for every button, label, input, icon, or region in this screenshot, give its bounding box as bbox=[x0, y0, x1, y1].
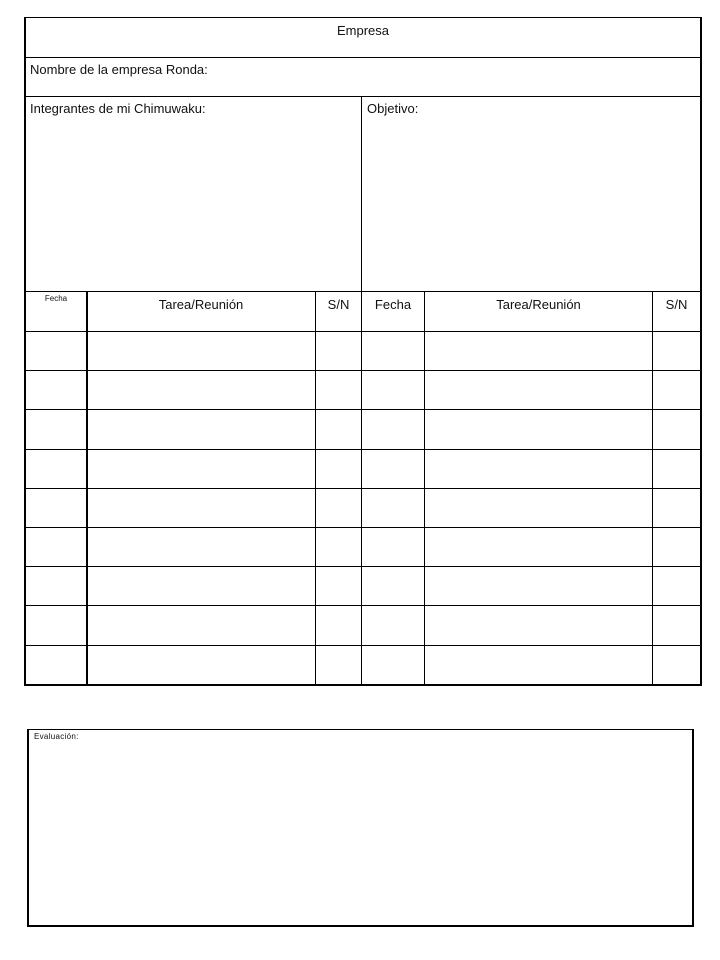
left-task-cell[interactable] bbox=[88, 528, 315, 566]
members-objective-divider bbox=[361, 96, 362, 292]
right-col-sn: S/N bbox=[665, 297, 688, 312]
left-sn-cell[interactable] bbox=[316, 567, 361, 605]
left-col-date: Fecha bbox=[44, 294, 68, 303]
left-task-cell[interactable] bbox=[88, 371, 315, 409]
right-date-cell[interactable] bbox=[362, 528, 424, 566]
left-task-cell[interactable] bbox=[88, 410, 315, 449]
right-task-cell[interactable] bbox=[425, 567, 652, 605]
left-task-cell[interactable] bbox=[88, 450, 315, 488]
left-sn-cell[interactable] bbox=[316, 646, 361, 684]
right-task-cell[interactable] bbox=[425, 371, 652, 409]
left-date-cell[interactable] bbox=[26, 528, 86, 566]
left-col-sn: S/N bbox=[327, 297, 350, 312]
right-date-cell[interactable] bbox=[362, 606, 424, 645]
left-date-cell[interactable] bbox=[26, 450, 86, 488]
right-date-cell[interactable] bbox=[362, 567, 424, 605]
right-sn-cell[interactable] bbox=[653, 332, 700, 370]
company-divider bbox=[24, 96, 702, 97]
left-date-cell[interactable] bbox=[26, 567, 86, 605]
left-sn-cell[interactable] bbox=[316, 489, 361, 527]
right-task-cell[interactable] bbox=[425, 410, 652, 449]
form-border-right bbox=[700, 17, 702, 685]
right-task-cell[interactable] bbox=[425, 450, 652, 488]
left-sn-cell[interactable] bbox=[316, 371, 361, 409]
left-date-cell[interactable] bbox=[26, 332, 86, 370]
right-date-cell[interactable] bbox=[362, 371, 424, 409]
right-task-cell[interactable] bbox=[425, 489, 652, 527]
right-sn-cell[interactable] bbox=[653, 450, 700, 488]
left-task-cell[interactable] bbox=[88, 646, 315, 684]
right-sn-cell[interactable] bbox=[653, 567, 700, 605]
right-date-cell[interactable] bbox=[362, 646, 424, 684]
right-sn-cell[interactable] bbox=[653, 606, 700, 645]
company-name-field[interactable]: Nombre de la empresa Ronda: bbox=[30, 62, 208, 77]
members-field[interactable]: Integrantes de mi Chimuwaku: bbox=[30, 101, 206, 116]
left-date-cell[interactable] bbox=[26, 646, 86, 684]
left-task-cell[interactable] bbox=[88, 489, 315, 527]
left-task-cell[interactable] bbox=[88, 606, 315, 645]
grid-bottom-border bbox=[24, 684, 702, 686]
right-task-cell[interactable] bbox=[425, 646, 652, 684]
left-sn-cell[interactable] bbox=[316, 450, 361, 488]
left-sn-cell[interactable] bbox=[316, 528, 361, 566]
right-sn-cell[interactable] bbox=[653, 489, 700, 527]
right-date-cell[interactable] bbox=[362, 450, 424, 488]
left-sn-cell[interactable] bbox=[316, 410, 361, 449]
objective-field[interactable]: Objetivo: bbox=[367, 101, 419, 116]
boxes-bottom-divider bbox=[24, 291, 702, 292]
right-task-cell[interactable] bbox=[425, 332, 652, 370]
left-sn-cell[interactable] bbox=[316, 606, 361, 645]
right-col-task: Tarea/Reunión bbox=[496, 297, 581, 312]
left-task-cell[interactable] bbox=[88, 332, 315, 370]
right-col-date: Fecha bbox=[374, 297, 412, 312]
left-date-cell[interactable] bbox=[26, 489, 86, 527]
right-sn-cell[interactable] bbox=[653, 371, 700, 409]
right-task-cell[interactable] bbox=[425, 528, 652, 566]
right-sn-cell[interactable] bbox=[653, 646, 700, 684]
right-date-cell[interactable] bbox=[362, 489, 424, 527]
left-date-cell[interactable] bbox=[26, 606, 86, 645]
left-date-cell[interactable] bbox=[26, 371, 86, 409]
right-sn-cell[interactable] bbox=[653, 410, 700, 449]
right-date-cell[interactable] bbox=[362, 410, 424, 449]
right-sn-cell[interactable] bbox=[653, 528, 700, 566]
left-task-cell[interactable] bbox=[88, 567, 315, 605]
form-border-top bbox=[24, 17, 702, 18]
left-col-task: Tarea/Reunión bbox=[158, 297, 244, 312]
evaluation-label: Evaluación: bbox=[34, 732, 79, 741]
title-divider bbox=[24, 57, 702, 58]
form-title: Empresa bbox=[336, 23, 390, 38]
left-date-cell[interactable] bbox=[26, 410, 86, 449]
left-sn-cell[interactable] bbox=[316, 332, 361, 370]
right-date-cell[interactable] bbox=[362, 332, 424, 370]
evaluation-box[interactable] bbox=[27, 729, 694, 927]
right-task-cell[interactable] bbox=[425, 606, 652, 645]
